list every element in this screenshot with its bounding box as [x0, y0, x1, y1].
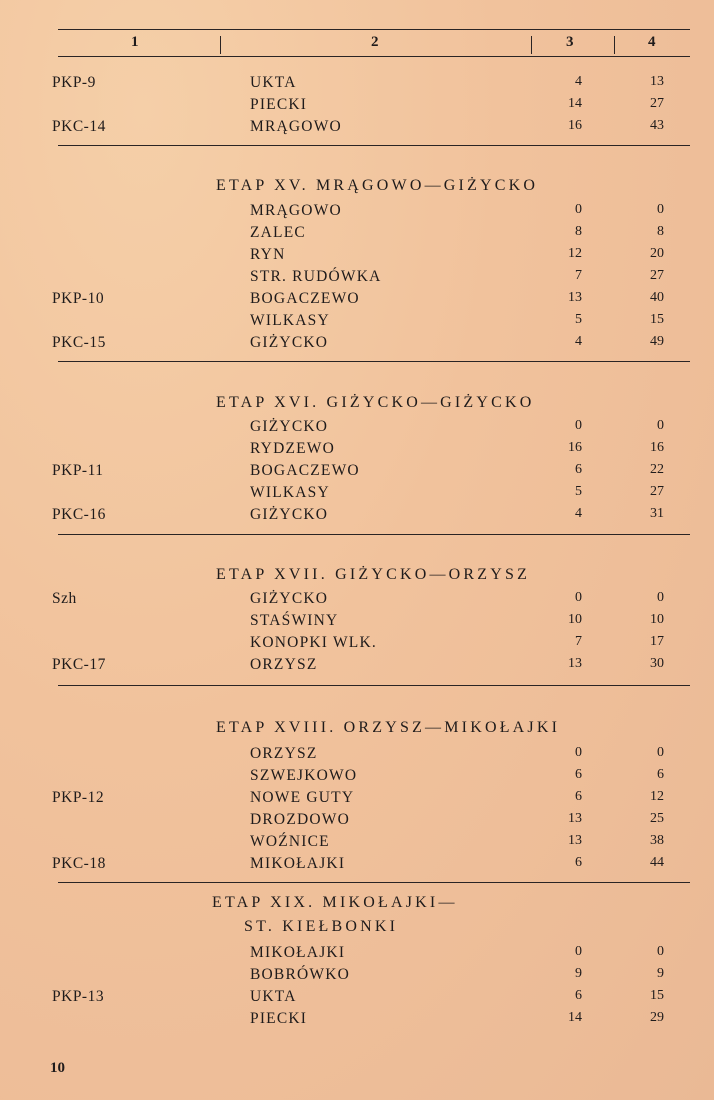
place-name: BOGACZEWO	[250, 462, 360, 479]
cumulative-distance: 0	[657, 202, 664, 217]
cumulative-distance: 15	[650, 312, 664, 327]
distance-value: 6	[575, 462, 582, 477]
distance-value: 16	[568, 440, 582, 455]
cumulative-distance: 49	[650, 334, 664, 349]
cumulative-distance: 40	[650, 290, 664, 305]
place-name: ORZYSZ	[250, 745, 318, 762]
checkpoint-code: PKC-14	[52, 118, 106, 135]
checkpoint-code: Szh	[52, 590, 77, 607]
checkpoint-code: PKP-9	[52, 74, 96, 91]
place-name: NOWE GUTY	[250, 789, 355, 806]
place-name: ORZYSZ	[250, 656, 318, 673]
cumulative-distance: 8	[657, 224, 664, 239]
cumulative-distance: 25	[650, 811, 664, 826]
cumulative-distance: 10	[650, 612, 664, 627]
header-divider	[220, 36, 221, 54]
table-row	[0, 811, 714, 833]
distance-value: 6	[575, 789, 582, 804]
table-row	[0, 118, 714, 140]
cumulative-distance: 9	[657, 966, 664, 981]
place-name: BOBRÓWKO	[250, 966, 351, 983]
checkpoint-code: PKP-10	[52, 290, 105, 307]
place-name: PIECKI	[250, 96, 308, 113]
cumulative-distance: 27	[650, 484, 664, 499]
table-row	[0, 656, 714, 678]
table-row	[0, 224, 714, 246]
cumulative-distance: 38	[650, 833, 664, 848]
table-row	[0, 1010, 714, 1032]
column-header-2: 2	[371, 34, 379, 50]
place-name: MIKOŁAJKI	[250, 944, 346, 961]
table-row	[0, 506, 714, 528]
header-top-rule	[58, 29, 690, 30]
cumulative-distance: 44	[650, 855, 664, 870]
table-row	[0, 312, 714, 334]
stage-title: ETAP XVII. GIŻYCKO—ORZYSZ	[216, 566, 531, 583]
distance-value: 8	[575, 224, 582, 239]
cumulative-distance: 30	[650, 656, 664, 671]
cumulative-distance: 0	[657, 745, 664, 760]
distance-value: 4	[575, 74, 582, 89]
column-header-4: 4	[648, 34, 656, 50]
place-name: GIŻYCKO	[250, 334, 329, 351]
table-row	[0, 202, 714, 224]
place-name: RYN	[250, 246, 286, 263]
distance-value: 5	[575, 312, 582, 327]
place-name: RYDZEWO	[250, 440, 336, 457]
section-rule	[58, 145, 690, 146]
place-name: WILKASY	[250, 312, 330, 329]
checkpoint-code: PKC-16	[52, 506, 106, 523]
cumulative-distance: 12	[650, 789, 664, 804]
table-row	[0, 418, 714, 440]
column-header-1: 1	[131, 34, 139, 50]
distance-value: 5	[575, 484, 582, 499]
distance-value: 0	[575, 202, 582, 217]
header-divider	[614, 36, 615, 54]
place-name: GIŻYCKO	[250, 590, 329, 607]
place-name: UKTA	[250, 988, 297, 1005]
column-header-3: 3	[566, 34, 574, 50]
place-name: STR. RUDÓWKA	[250, 268, 382, 285]
table-row	[0, 745, 714, 767]
table-row	[0, 268, 714, 290]
distance-value: 0	[575, 745, 582, 760]
cumulative-distance: 22	[650, 462, 664, 477]
cumulative-distance: 0	[657, 944, 664, 959]
cumulative-distance: 0	[657, 590, 664, 605]
cumulative-distance: 6	[657, 767, 664, 782]
table-row	[0, 462, 714, 484]
header-bottom-rule	[58, 56, 690, 57]
cumulative-distance: 15	[650, 988, 664, 1003]
cumulative-distance: 16	[650, 440, 664, 455]
table-row	[0, 988, 714, 1010]
table-row	[0, 590, 714, 612]
place-name: MRĄGOWO	[250, 202, 342, 219]
cumulative-distance: 27	[650, 268, 664, 283]
section-rule	[58, 361, 690, 362]
distance-value: 13	[568, 656, 582, 671]
checkpoint-code: PKC-15	[52, 334, 106, 351]
page-number: 10	[50, 1060, 65, 1076]
distance-value: 12	[568, 246, 582, 261]
distance-value: 16	[568, 118, 582, 133]
distance-value: 6	[575, 767, 582, 782]
cumulative-distance: 20	[650, 246, 664, 261]
stage-title: ETAP XVIII. ORZYSZ—MIKOŁAJKI	[216, 719, 561, 736]
distance-value: 13	[568, 290, 582, 305]
cumulative-distance: 31	[650, 506, 664, 521]
cumulative-distance: 27	[650, 96, 664, 111]
place-name: GIŻYCKO	[250, 418, 329, 435]
place-name: STAŚWINY	[250, 612, 339, 629]
distance-value: 14	[568, 1010, 582, 1025]
table-row	[0, 833, 714, 855]
distance-value: 13	[568, 833, 582, 848]
cumulative-distance: 13	[650, 74, 664, 89]
distance-value: 7	[575, 634, 582, 649]
distance-value: 4	[575, 506, 582, 521]
checkpoint-code: PKC-17	[52, 656, 106, 673]
place-name: WILKASY	[250, 484, 330, 501]
stage-title: ETAP XV. MRĄGOWO—GIŻYCKO	[216, 177, 539, 194]
table-row	[0, 612, 714, 634]
cumulative-distance: 43	[650, 118, 664, 133]
table-row	[0, 96, 714, 118]
stage-title-continued: ST. KIEŁBONKI	[244, 918, 399, 935]
place-name: BOGACZEWO	[250, 290, 360, 307]
place-name: KONOPKI WLK.	[250, 634, 377, 651]
checkpoint-code: PKC-18	[52, 855, 106, 872]
table-row	[0, 290, 714, 312]
distance-value: 0	[575, 418, 582, 433]
place-name: ZALEC	[250, 224, 306, 241]
distance-value: 13	[568, 811, 582, 826]
section-rule	[58, 882, 690, 883]
place-name: WOŹNICE	[250, 833, 330, 850]
table-row	[0, 944, 714, 966]
checkpoint-code: PKP-12	[52, 789, 105, 806]
place-name: UKTA	[250, 74, 297, 91]
table-row	[0, 789, 714, 811]
distance-value: 7	[575, 268, 582, 283]
checkpoint-code: PKP-11	[52, 462, 104, 479]
section-rule	[58, 534, 690, 535]
cumulative-distance: 0	[657, 418, 664, 433]
cumulative-distance: 17	[650, 634, 664, 649]
distance-value: 9	[575, 966, 582, 981]
table-row	[0, 74, 714, 96]
table-row	[0, 767, 714, 789]
distance-value: 6	[575, 855, 582, 870]
table-row	[0, 246, 714, 268]
table-row	[0, 634, 714, 656]
table-row	[0, 484, 714, 506]
place-name: PIECKI	[250, 1010, 308, 1027]
table-row	[0, 966, 714, 988]
section-rule	[58, 685, 690, 686]
header-divider	[531, 36, 532, 54]
table-row	[0, 440, 714, 462]
checkpoint-code: PKP-13	[52, 988, 105, 1005]
table-row	[0, 334, 714, 356]
distance-value: 0	[575, 590, 582, 605]
place-name: SZWEJKOWO	[250, 767, 358, 784]
distance-value: 0	[575, 944, 582, 959]
stage-title: ETAP XIX. MIKOŁAJKI—	[212, 894, 458, 911]
table-row	[0, 855, 714, 877]
stage-title: ETAP XVI. GIŻYCKO—GIŻYCKO	[216, 394, 535, 411]
place-name: DROZDOWO	[250, 811, 351, 828]
cumulative-distance: 29	[650, 1010, 664, 1025]
place-name: GIŻYCKO	[250, 506, 329, 523]
place-name: MRĄGOWO	[250, 118, 342, 135]
distance-value: 6	[575, 988, 582, 1003]
place-name: MIKOŁAJKI	[250, 855, 346, 872]
distance-value: 10	[568, 612, 582, 627]
distance-value: 4	[575, 334, 582, 349]
distance-value: 14	[568, 96, 582, 111]
